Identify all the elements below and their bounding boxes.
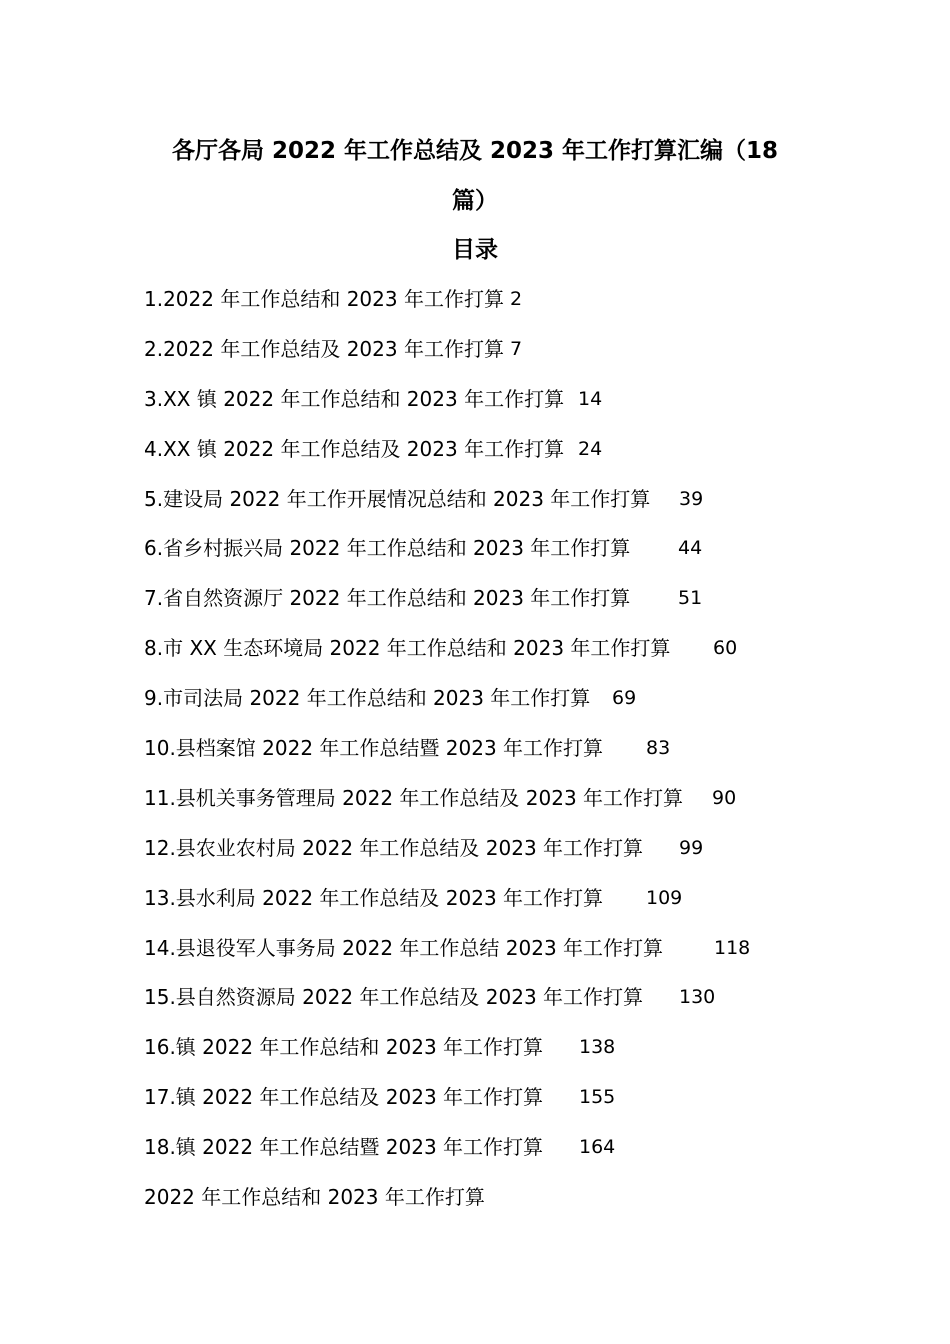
toc-entry-title: 12.县农业农村局 2022 年工作总结及 2023 年工作打算 bbox=[144, 835, 644, 860]
toc-entry-title: 11.县机关事务管理局 2022 年工作总结及 2023 年工作打算 bbox=[144, 785, 684, 810]
toc-entry-page: 164 bbox=[579, 1136, 616, 1159]
document-title: 各厅各局 2022 年工作总结及 2023 年工作打算汇编（18 bbox=[171, 138, 779, 164]
toc-entry[interactable] bbox=[144, 783, 737, 833]
toc-entry-title: 5.建设局 2022 年工作开展情况总结和 2023 年工作打算 bbox=[144, 486, 651, 511]
toc-entry-title: 18.镇 2022 年工作总结暨 2023 年工作打算 bbox=[144, 1135, 544, 1160]
toc-entry-page: 14 bbox=[578, 387, 603, 410]
toc-entry-page: 130 bbox=[679, 986, 716, 1009]
toc-entry-title: 3.XX 镇 2022 年工作总结和 2023 年工作打算 bbox=[144, 386, 565, 411]
toc-heading: 目录 bbox=[452, 237, 498, 263]
toc-entry[interactable] bbox=[144, 583, 703, 633]
toc-entry[interactable] bbox=[144, 633, 738, 683]
toc-entry[interactable] bbox=[144, 733, 683, 783]
toc-entry-page: 118 bbox=[714, 936, 751, 959]
table-of-contents bbox=[144, 284, 751, 1182]
document-title-continued: 篇） bbox=[452, 188, 498, 214]
toc-entry[interactable] bbox=[144, 533, 703, 583]
toc-entry-page: 138 bbox=[579, 1036, 616, 1059]
toc-entry-title: 6.省乡村振兴局 2022 年工作总结和 2023 年工作打算 bbox=[144, 536, 631, 561]
toc-entry-page: 39 bbox=[679, 487, 704, 510]
toc-entry[interactable] bbox=[144, 334, 683, 384]
toc-entry-page: 90 bbox=[712, 786, 737, 809]
toc-entry[interactable] bbox=[144, 683, 683, 733]
toc-entry-page: 7 bbox=[510, 337, 523, 360]
toc-entry-title: 9.市司法局 2022 年工作总结和 2023 年工作打算 bbox=[144, 686, 591, 711]
toc-entry-page: 2 bbox=[510, 288, 523, 310]
toc-entry-page: 60 bbox=[713, 637, 738, 660]
toc-entry-title: 7.省自然资源厅 2022 年工作总结和 2023 年工作打算 bbox=[144, 586, 631, 611]
toc-entry[interactable] bbox=[144, 484, 704, 534]
toc-entry-title: 14.县退役军人事务局 2022 年工作总结 2023 年工作打算 bbox=[144, 935, 664, 960]
toc-entry-title: 4.XX 镇 2022 年工作总结及 2023 年工作打算 bbox=[144, 436, 565, 461]
toc-entry[interactable] bbox=[144, 933, 751, 983]
toc-entry-page: 51 bbox=[678, 587, 703, 610]
toc-entry-page: 109 bbox=[646, 886, 683, 909]
toc-entry-title: 2.2022 年工作总结及 2023 年工作打算 bbox=[144, 336, 504, 361]
toc-entry-page: 83 bbox=[646, 737, 671, 760]
toc-entry-page: 24 bbox=[578, 437, 603, 460]
toc-entry[interactable] bbox=[144, 982, 716, 1032]
toc-entry[interactable] bbox=[144, 384, 683, 434]
toc-entry-title: 1.2022 年工作总结和 2023 年工作打算 bbox=[144, 287, 504, 311]
toc-entry[interactable] bbox=[144, 833, 704, 883]
toc-entry-title: 10.县档案馆 2022 年工作总结暨 2023 年工作打算 bbox=[144, 736, 604, 761]
toc-entry-title: 13.县水利局 2022 年工作总结及 2023 年工作打算 bbox=[144, 885, 604, 910]
section-heading: 2022 年工作总结和 2023 年工作打算 bbox=[144, 1185, 485, 1209]
toc-entry[interactable] bbox=[144, 1032, 683, 1082]
toc-entry-page: 69 bbox=[612, 687, 637, 710]
toc-entry-title: 16.镇 2022 年工作总结和 2023 年工作打算 bbox=[144, 1035, 544, 1060]
toc-entry-page: 99 bbox=[679, 836, 704, 859]
toc-entry[interactable] bbox=[144, 883, 683, 933]
toc-entry[interactable] bbox=[144, 434, 683, 484]
toc-entry[interactable] bbox=[144, 1082, 683, 1132]
toc-entry-title: 17.镇 2022 年工作总结及 2023 年工作打算 bbox=[144, 1085, 544, 1110]
toc-entry-title: 8.市 XX 生态环境局 2022 年工作总结和 2023 年工作打算 bbox=[144, 636, 671, 661]
toc-entry-page: 44 bbox=[678, 537, 703, 560]
toc-entry-title: 15.县自然资源局 2022 年工作总结及 2023 年工作打算 bbox=[144, 985, 644, 1010]
toc-entry[interactable] bbox=[144, 284, 683, 334]
toc-entry[interactable] bbox=[144, 1132, 683, 1182]
toc-entry-page: 155 bbox=[579, 1086, 616, 1109]
